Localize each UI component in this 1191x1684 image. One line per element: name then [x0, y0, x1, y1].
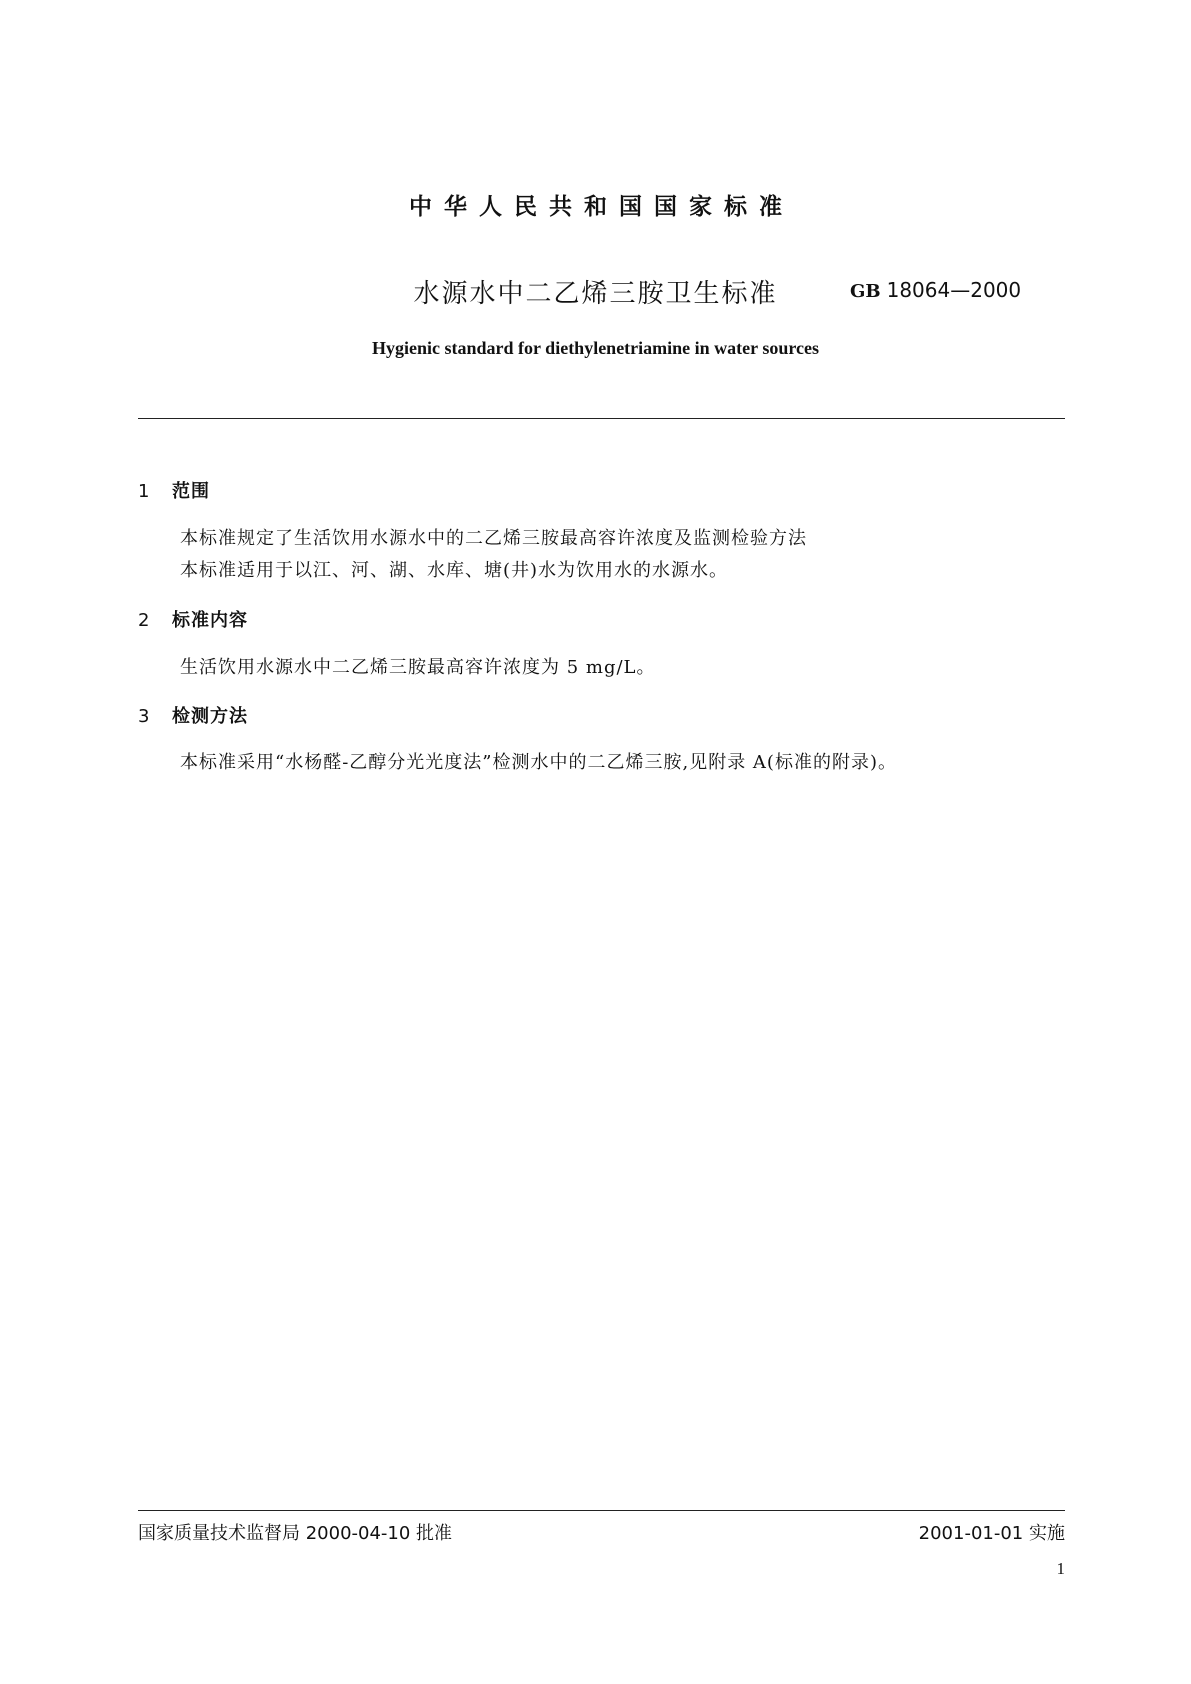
- section-number: 1: [138, 481, 150, 502]
- section-heading: [138, 705, 248, 729]
- paragraph: 本标准规定了生活饮用水源水中的二乙烯三胺最高容许浓度及监测检验方法: [180, 528, 807, 549]
- section-heading: [138, 609, 248, 633]
- section-title: 检测方法: [172, 706, 248, 727]
- section-heading: [138, 480, 210, 504]
- approval-info: 国家质量技术监督局 2000-04-10 批准: [138, 1523, 453, 1544]
- document-title-cn: 水源水中二乙烯三胺卫生标准: [413, 279, 778, 309]
- section-number: 2: [138, 610, 150, 631]
- standard-code: [850, 277, 1021, 305]
- section-title: 范围: [172, 481, 210, 502]
- national-standard-heading: 中华人民共和国国家标准: [409, 194, 794, 220]
- section-number: 3: [138, 706, 150, 727]
- page-number: 1: [1056, 1559, 1065, 1578]
- standard-code-prefix: GB: [850, 281, 881, 302]
- header-divider: [138, 418, 1065, 419]
- standard-code-number: 18064—2000: [886, 278, 1022, 302]
- paragraph: 本标准适用于以江、河、湖、水库、塘(井)水为饮用水的水源水。: [180, 560, 729, 581]
- footer-divider: [138, 1510, 1065, 1511]
- paragraph: 生活饮用水源水中二乙烯三胺最高容许浓度为 5 mg/L。: [180, 657, 656, 678]
- section-title: 标准内容: [172, 610, 248, 631]
- document-title-en: Hygienic standard for diethylenetriamine in water sources: [372, 338, 819, 358]
- paragraph: 本标准采用“水杨醛-乙醇分光光度法”检测水中的二乙烯三胺,见附录 A(标准的附录)。: [180, 752, 897, 773]
- effective-date: 2001-01-01 实施: [918, 1523, 1065, 1544]
